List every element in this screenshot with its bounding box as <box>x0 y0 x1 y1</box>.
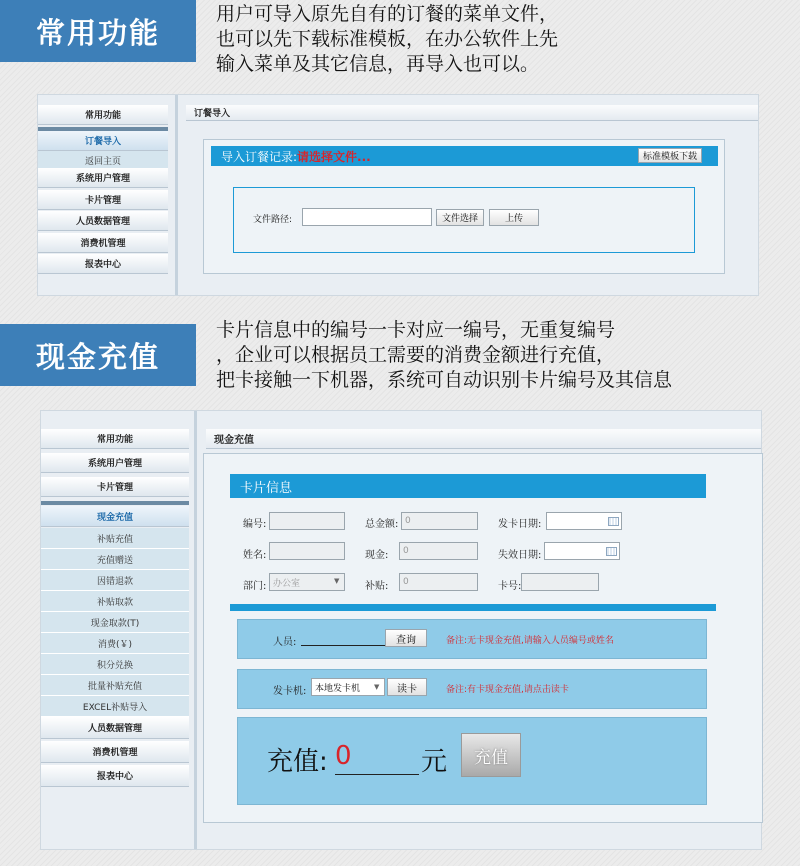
subsidy-field[interactable]: 0 <box>399 573 478 591</box>
file-path-label: 文件路径: <box>253 215 293 225</box>
nav-excel-subsidy-import[interactable]: EXCEL补贴导入 <box>41 696 189 717</box>
issue-date-label: 发卡日期: <box>498 519 542 530</box>
import-header-hint: 请选择文件... <box>297 149 371 164</box>
nav-person-data[interactable]: 人员数据管理 <box>38 211 168 231</box>
note-no-card: 备注:无卡现金充值,请输入人员编号或姓名 <box>446 636 614 646</box>
nav-consume[interactable]: 消费(￥) <box>41 633 189 654</box>
expire-date-label: 失效日期: <box>498 550 542 561</box>
desc-line: 把卡接触一下机器，系统可自动识别卡片编号及其信息 <box>216 369 673 391</box>
card-info-header: 卡片信息 <box>230 474 706 498</box>
recharge-amount[interactable]: 0 <box>335 741 352 771</box>
total-amount-field[interactable]: 0 <box>401 512 478 530</box>
nav-subsidy-recharge[interactable]: 补贴充值 <box>41 528 189 549</box>
issuer-label: 发卡机: <box>273 686 307 697</box>
nav-person-data[interactable]: 人员数据管理 <box>41 717 189 739</box>
recharge-amount-underline <box>335 774 419 775</box>
number-label: 编号: <box>243 519 267 530</box>
file-select-button[interactable]: 文件选择 <box>436 209 484 226</box>
person-input-underline <box>301 645 385 646</box>
nav-separator <box>41 501 189 505</box>
nav-recharge-gift[interactable]: 充值赠送 <box>41 549 189 570</box>
nav-back-home[interactable]: 返回主页 <box>38 151 168 170</box>
total-amount-label: 总金额: <box>365 519 399 530</box>
upload-button[interactable]: 上传 <box>489 209 539 226</box>
order-import-screenshot <box>37 94 759 296</box>
nav-pos-machines[interactable]: 消费机管理 <box>41 741 189 763</box>
recharge-label: 充值: <box>267 747 328 777</box>
section-desc-common <box>216 2 558 77</box>
section-title-cash: 现金充值 <box>0 324 196 386</box>
sidebar-divider <box>194 411 197 849</box>
section-separator <box>230 604 716 611</box>
recharge-unit: 元 <box>421 747 448 777</box>
cash-field[interactable]: 0 <box>399 542 478 560</box>
template-download-button[interactable]: 标准模板下载 <box>638 148 702 163</box>
nav-report-center[interactable]: 报表中心 <box>38 254 168 274</box>
card-no-label: 卡号: <box>498 581 522 592</box>
nav-system-users[interactable]: 系统用户管理 <box>38 168 168 188</box>
nav-error-refund[interactable]: 因错退款 <box>41 570 189 591</box>
desc-line: ，企业可以根据员工需要的消费金额进行充值， <box>216 344 616 366</box>
recharge-button[interactable]: 充值 <box>461 733 521 777</box>
section-title-common: 常用功能 <box>0 0 196 62</box>
nav-system-users[interactable]: 系统用户管理 <box>41 453 189 473</box>
dept-select[interactable]: 办公室 <box>269 573 345 591</box>
section-desc-cash <box>216 318 672 393</box>
calendar-icon[interactable] <box>608 517 619 526</box>
person-input[interactable] <box>301 630 385 645</box>
desc-line: 输入菜单及其它信息，再导入也可以。 <box>216 53 540 75</box>
dept-label: 部门: <box>243 581 267 592</box>
note-with-card: 备注:有卡现金充值,请点击读卡 <box>446 685 569 695</box>
cash-label: 现金: <box>365 550 389 561</box>
subsidy-label: 补贴: <box>365 581 389 592</box>
name-label: 姓名: <box>243 550 267 561</box>
desc-line: 用户可导入原先自有的订餐的菜单文件， <box>216 3 559 25</box>
read-card-button[interactable]: 读卡 <box>387 678 427 696</box>
desc-line: 也可以先下载标准模板，在办公软件上先 <box>216 28 559 50</box>
nav-common[interactable]: 常用功能 <box>38 105 168 125</box>
name-field[interactable] <box>269 542 345 560</box>
nav-order-import[interactable]: 订餐导入 <box>38 131 168 151</box>
nav-pos-machines[interactable]: 消费机管理 <box>38 233 168 253</box>
sidebar-divider <box>175 95 178 295</box>
card-no-field[interactable] <box>521 573 599 591</box>
import-header-label: 导入订餐记录: <box>221 149 298 164</box>
nav-cash-recharge[interactable]: 现金充值 <box>41 506 189 527</box>
person-label: 人员: <box>273 637 297 648</box>
nav-card-management[interactable]: 卡片管理 <box>38 190 168 210</box>
nav-report-center[interactable]: 报表中心 <box>41 765 189 787</box>
chevron-down-icon: ▼ <box>374 683 380 691</box>
query-button[interactable]: 查询 <box>385 629 427 647</box>
breadcrumb: 订餐导入 <box>186 105 758 121</box>
number-field[interactable] <box>269 512 345 530</box>
calendar-icon[interactable] <box>606 547 617 556</box>
nav-subsidy-withdraw[interactable]: 补贴取款 <box>41 591 189 612</box>
chevron-down-icon: ▼ <box>334 577 340 585</box>
nav-points-exchange[interactable]: 积分兑换 <box>41 654 189 675</box>
breadcrumb: 现金充值 <box>206 429 761 449</box>
nav-batch-subsidy[interactable]: 批量补贴充值 <box>41 675 189 696</box>
nav-card-management[interactable]: 卡片管理 <box>41 477 189 497</box>
cash-recharge-screenshot <box>40 410 762 850</box>
issuer-select[interactable]: 本地发卡机 <box>311 678 385 696</box>
desc-line: 卡片信息中的编号一卡对应一编号，无重复编号 <box>216 319 616 341</box>
nav-cash-withdraw[interactable]: 现金取款(T) <box>41 612 189 633</box>
file-path-input[interactable] <box>302 208 432 226</box>
nav-common[interactable]: 常用功能 <box>41 429 189 449</box>
